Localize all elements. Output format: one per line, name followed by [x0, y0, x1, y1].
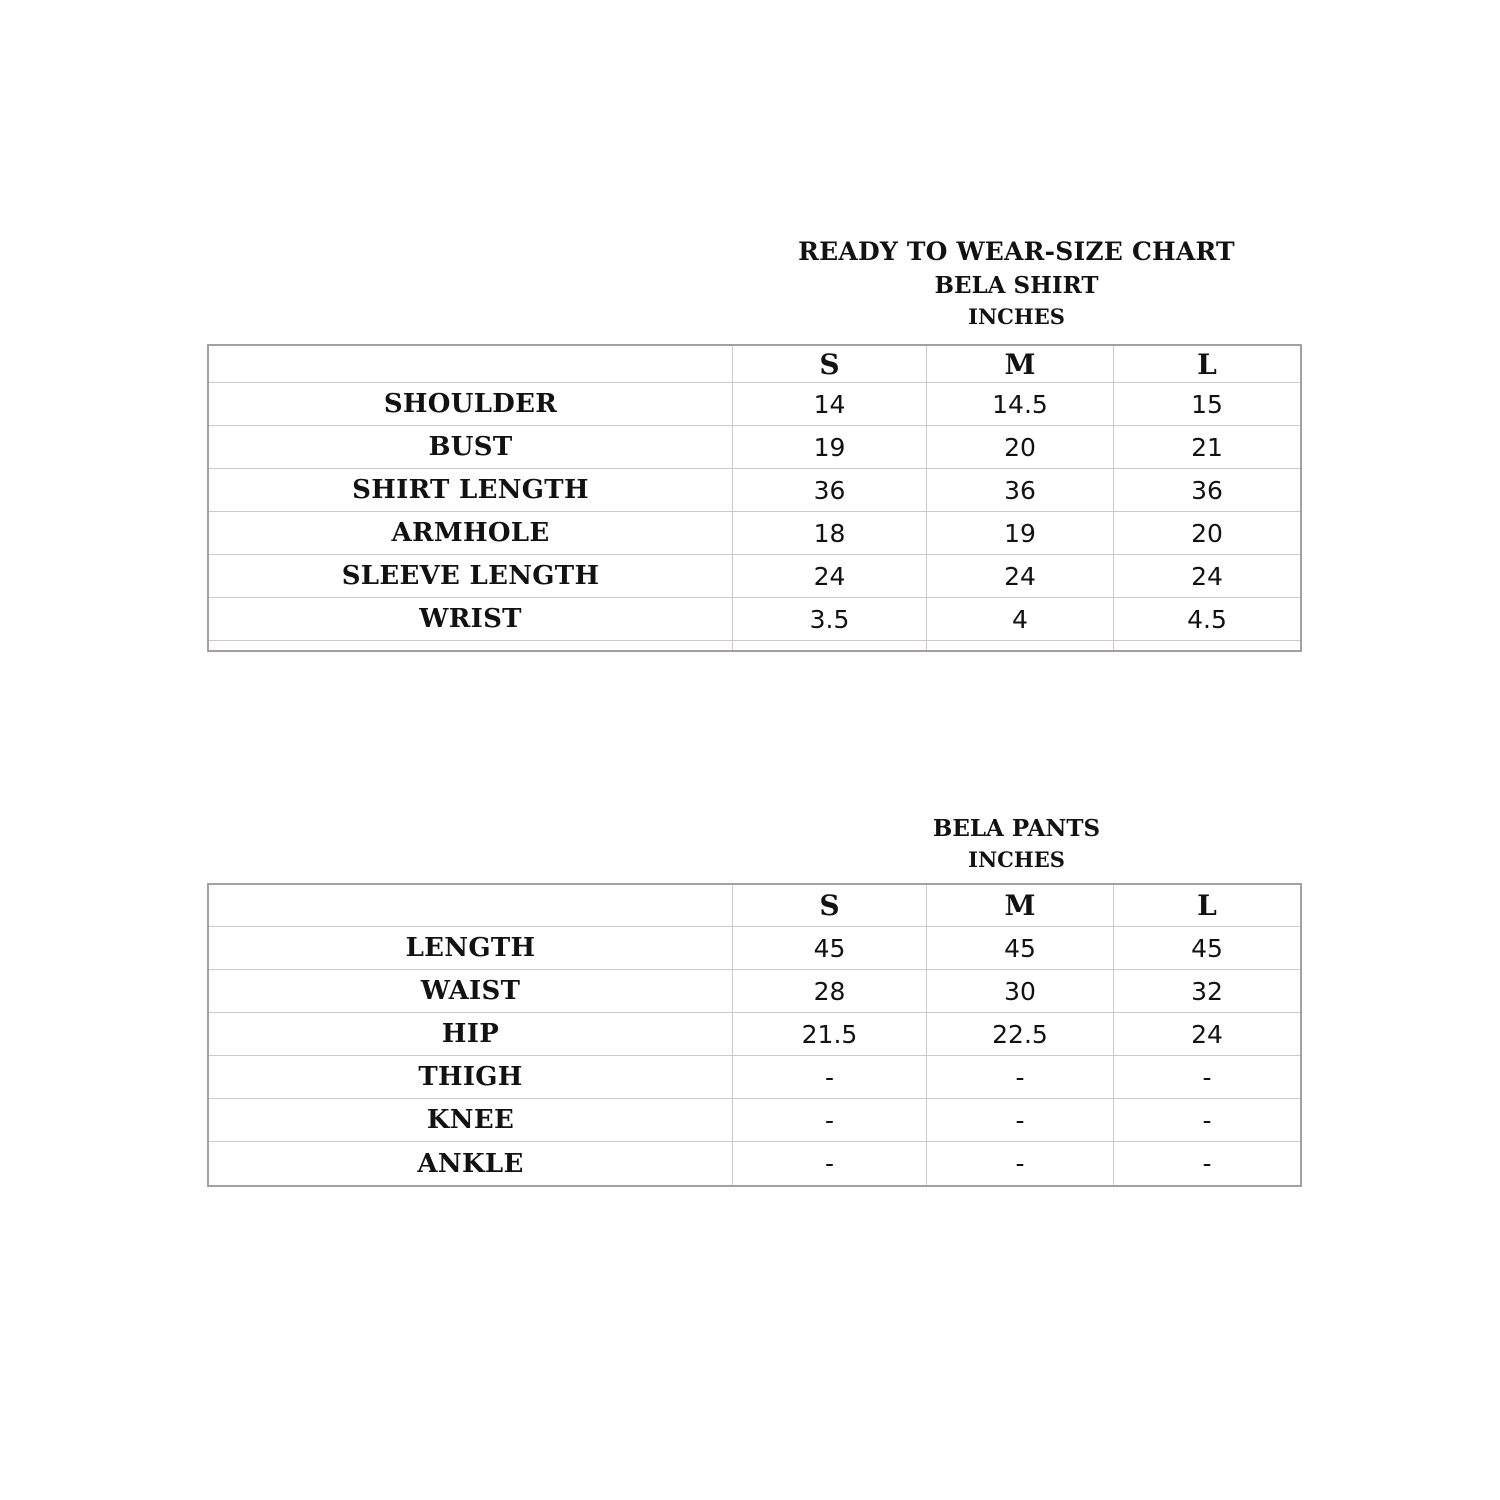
shirt-table-partial-row-cell [733, 641, 927, 650]
shirt-shirt-length-s: 36 [733, 469, 927, 512]
shirt-row-label-bust: BUST [209, 426, 733, 469]
shirt-armhole-s: 18 [733, 512, 927, 555]
pants-knee-s: - [733, 1099, 927, 1142]
pants-row-label-knee: KNEE [209, 1099, 733, 1142]
pants-header-blank [209, 885, 733, 927]
shirt-subtitle: BELA SHIRT [934, 272, 1099, 299]
pants-subtitle: BELA PANTS [932, 815, 1101, 842]
shirt-header-size-l: L [1114, 346, 1300, 383]
pants-header-size-s: S [733, 885, 927, 927]
pants-hip-m: 22.5 [927, 1013, 1114, 1056]
shirt-shirt-length-l: 36 [1114, 469, 1300, 512]
pants-knee-m: - [927, 1099, 1114, 1142]
pants-ankle-l: - [1202, 1149, 1212, 1178]
document-title: READY TO WEAR-SIZE CHART [798, 237, 1235, 266]
pants-row-label-waist: WAIST [209, 970, 733, 1013]
pants-waist-l: 32 [1114, 970, 1300, 1013]
shirt-size-table [207, 344, 1302, 652]
pants-header-size-m: M [927, 885, 1114, 927]
shirt-row-label-sleeve-length: SLEEVE LENGTH [209, 555, 733, 598]
pants-thigh-s: - [733, 1056, 927, 1099]
shirt-armhole-m: 19 [927, 512, 1114, 555]
shirt-wrist-m: 4 [927, 598, 1114, 641]
shirt-heading-block [733, 234, 1300, 332]
pants-length-l: 45 [1114, 927, 1300, 970]
shirt-shoulder-m: 14.5 [927, 383, 1114, 426]
shirt-sleeve-length-m: 24 [927, 555, 1114, 598]
pants-hip-l: 24 [1114, 1013, 1300, 1056]
shirt-shoulder-l: 15 [1114, 383, 1300, 426]
pants-header-size-l: L [1114, 885, 1300, 927]
shirt-bust-s: 19 [733, 426, 927, 469]
shirt-row-label-shirt-length: SHIRT LENGTH [209, 469, 733, 512]
pants-waist-m: 30 [927, 970, 1114, 1013]
pants-row-label-length: LENGTH [209, 927, 733, 970]
pants-length-m: 45 [927, 927, 1114, 970]
shirt-wrist-l: 4.5 [1114, 598, 1300, 641]
shirt-armhole-l: 20 [1114, 512, 1300, 555]
pants-hip-s: 21.5 [733, 1013, 927, 1056]
shirt-shoulder-s: 14 [733, 383, 927, 426]
shirt-wrist-s: 3.5 [733, 598, 927, 641]
pants-ankle-s: - [733, 1142, 927, 1185]
pants-heading-block [733, 812, 1300, 875]
shirt-unit-label: INCHES [968, 304, 1065, 329]
shirt-row-label-armhole: ARMHOLE [209, 512, 733, 555]
pants-row-label-ankle: ANKLE [209, 1142, 733, 1185]
shirt-row-label-wrist: WRIST [209, 598, 733, 641]
pants-length-s: 45 [733, 927, 927, 970]
shirt-table-partial-row-cell [1114, 641, 1300, 650]
pants-ankle-m: - [927, 1142, 1114, 1185]
shirt-table-partial-row-cell [927, 641, 1114, 650]
shirt-row-label-shoulder: SHOULDER [209, 383, 733, 426]
shirt-bust-l: 21 [1114, 426, 1300, 469]
shirt-sleeve-length-l: 24 [1114, 555, 1300, 598]
shirt-header-blank [209, 346, 733, 383]
pants-row-label-thigh: THIGH [209, 1056, 733, 1099]
pants-thigh-m: - [927, 1056, 1114, 1099]
pants-thigh-l: - [1114, 1056, 1300, 1099]
shirt-header-size-s: S [733, 346, 927, 383]
pants-knee-l: - [1114, 1099, 1300, 1142]
pants-row-label-hip: HIP [209, 1013, 733, 1056]
shirt-shirt-length-m: 36 [927, 469, 1114, 512]
shirt-header-size-m: M [927, 346, 1114, 383]
shirt-table-partial-row-cell [209, 641, 733, 650]
pants-unit-label: INCHES [968, 847, 1065, 872]
pants-waist-s: 28 [733, 970, 927, 1013]
pants-size-table [207, 883, 1302, 1187]
shirt-bust-m: 20 [927, 426, 1114, 469]
shirt-sleeve-length-s: 24 [733, 555, 927, 598]
